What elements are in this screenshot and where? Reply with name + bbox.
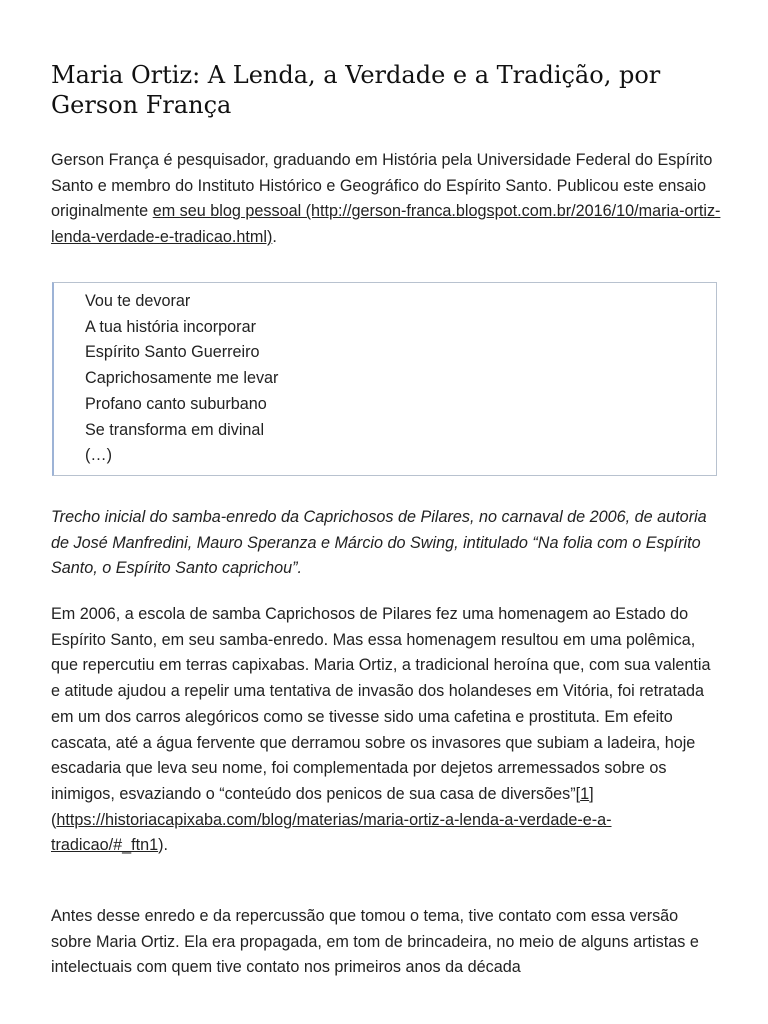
paragraph-1-end: ). [158, 836, 168, 855]
body-paragraph-2: Antes desse enredo e da repercussão que tomou o tema, tive contato com essa versão sobre Maria Ortiz. Ela era propagada, em tom de brincadeira, no meio de alguns artistas e intelectuais com quem tive contato nos primeiros anos da década [51, 907, 699, 977]
body-paragraph-1 [51, 602, 723, 859]
quote-line: Caprichosamente me levar [85, 369, 279, 388]
page-title: Maria Ortiz: A Lenda, a Verdade e a Tradição, por Gerson França [51, 61, 661, 119]
quote-line: Vou te devorar [85, 292, 191, 310]
quote-line: A tua história incorporar [85, 317, 256, 336]
quote-caption: Trecho inicial do samba-enredo da Caprichosos de Pilares, no carnaval de 2006, de autoria de José Manfredini, Mauro Speranza e Márcio do Swing, intitulado “Na folia com o Espírito Santo, o Espírito Santo caprichou”. [51, 508, 707, 578]
quote-line: Se transforma em divinal [85, 420, 265, 439]
blog-link[interactable]: em seu blog pessoal (http://gerson-franca.blogspot.com.br/2016/10/maria-ortiz-lenda-verdade-e-tradicao.html) [51, 202, 721, 247]
footnote-bracket: ] ( [51, 784, 594, 829]
samba-quote-box [52, 282, 717, 476]
quote-line: (…) [85, 446, 112, 465]
quote-line: Espírito Santo Guerreiro [85, 343, 260, 362]
intro-paragraph [51, 148, 723, 251]
footnote-link[interactable]: 1 [580, 784, 590, 803]
paragraph-1-text: Em 2006, a escola de samba Caprichosos de Pilares fez uma homenagem ao Estado do Espírito Santo, em seu samba-enredo. Mas essa homenagem resultou em uma polêmica, que repercutiu em terras capixabas. Maria Ortiz, a tradicional heroína que, com sua valentia e atitude ajudou a repelir uma tentativa de invasão dos holandeses em Vitória, foi retratada em um dos carros alegóricos como se tivesse sido uma cafetina e prostituta. Em efeito cascata, até a água fervente que derramou sobre os invasores que subiam a ladeira, hoje escadaria que leva seu nome, foi complementada por dejetos arremessados sobre os inimigos, esvaziando o “conteúdo dos penicos de sua casa de diversões”[ [51, 605, 711, 803]
quote-lines [85, 289, 278, 469]
quote-line: Profano canto suburbano [85, 394, 267, 413]
footnote-url-link[interactable]: https://historiacapixaba.com/blog/materias/maria-ortiz-a-lenda-a-verdade-e-a-tradicao/#_ftn1 [51, 810, 612, 855]
intro-text: Gerson França é pesquisador, graduando em História pela Universidade Federal do Espírito Santo e membro do Instituto Histórico e Geográfico do Espírito Santo. Publicou este ensaio originalmente [51, 151, 713, 221]
intro-text-end: . [272, 228, 277, 247]
